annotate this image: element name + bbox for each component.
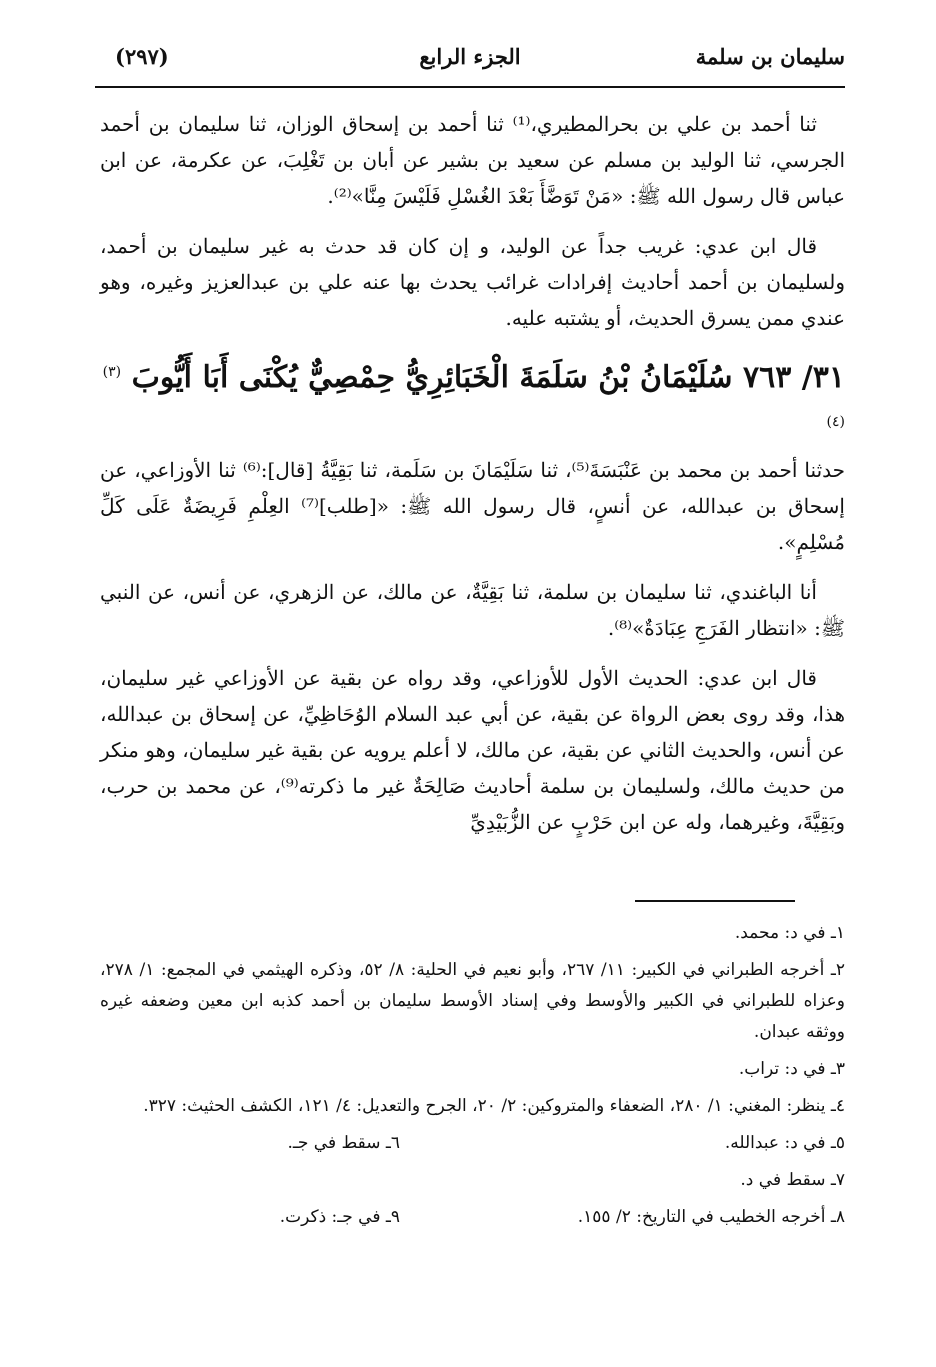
footnotes — [100, 918, 845, 1239]
page-number: (٢٩٧) — [115, 44, 169, 69]
running-head-volume: الجزء الرابع — [419, 44, 521, 69]
paragraph-hadith-2: حدثنا أحمد بن محمد بن عَنْبَسَةَ⁽⁵⁾، ثنا سَلَيْمَانَ بن سَلَمة، ثنا بَقِيَّةُ [قال]:⁽⁶⁾ ثنا الأوزاعي، عن إسحاق بن عبدالله، عن أنسٍ، قال رسول الله ﷺ: «[طلب]⁽⁷⁾ العِلْمِ فَرِيضَةٌ عَلَى كَلِّ مُسْلِمٍ». — [100, 458, 845, 554]
footnote-3: ٣ـ في د: تراب. — [738, 1059, 845, 1079]
main-text — [100, 106, 845, 854]
entry-heading — [100, 350, 845, 450]
footnote-8: ٨ـ أخرجه الخطيب في التاريخ: ٢/ ١٥٥. — [577, 1207, 845, 1227]
entry-heading-notes: (٣)(٤) — [102, 364, 845, 430]
footnote-9: ٩ـ في جـ: ذكرت. — [279, 1207, 400, 1227]
paragraph-ibn-adi-comment-2: قال ابن عدي: الحديث الأول للأوزاعي، وقد رواه عن بقية عن الأوزاعي غير سليمان، هذا، وقد روى بعض الرواة عن بقية، عن أبي عبد السلام الوُحَاظِيِّ، عن إسحاق بن عبدالله، عن أنس، والحديث الثاني عن بقية، عن مالك، لا أعلم يرويه عن بقية غير سليمان، وهو منكر من حديث مالك، ولسليمان بن سلمة أحاديث صَالِحَةٌ غير ما ذكرته⁽⁹⁾، عن محمد بن حرب، وبَقِيَّةَ، وغيرهما، وله عن ابن حَرْبٍ عن الزُّبَيْدِيِّ — [100, 666, 845, 834]
footnote-4: ٤ـ ينظر: المغني: ١/ ٢٨٠، الضعفاء والمتروكين: ٢/ ٢٠، الجرح والتعديل: ٤/ ١٢١، الكشف الحثيث: ٣٢٧. — [143, 1096, 845, 1116]
footnote-5: ٥ـ في د: عبدالله. — [724, 1133, 845, 1153]
entry-heading-text: ٣١/ ٧٦٣ سُلَيْمَانُ بْنُ سَلَمَةَ الْخَبَائِرِيُّ حِمْصِيٌّ يُكْنَى أَبَا أَيُّوبَ — [131, 360, 845, 395]
footnote-2: ٢ـ أخرجه الطبراني في الكبير: ١١/ ٢٦٧، وأبو نعيم في الحلية: ٨/ ٥٢، وذكره الهيثمي في المجمع: ١/ ٢٧٨، وعزاه للطبراني في الكبير والأوسط وفي إسناد الأوسط سليمان بن أحمد كذبه ابن معين وضعفه غيره ووثقه عبدان. — [100, 960, 846, 1042]
running-head-entry: سليمان بن سلمة — [695, 44, 845, 69]
paragraph-hadith-3: أنا الباغندي، ثنا سليمان بن سلمة، ثنا بَقِيَّةٌ، عن مالك، عن الزهري، عن أنس، عن النبي ﷺ: «انتظار الفَرَجِ عِبَادَةٌ»⁽⁸⁾. — [100, 580, 845, 640]
page-header — [95, 40, 845, 88]
footnote-7: ٧ـ سقط في د. — [740, 1170, 845, 1190]
footnote-row-8-9 — [100, 1202, 845, 1233]
footnote-rule — [635, 900, 795, 902]
footnote-1: ١ـ في د: محمد. — [734, 923, 845, 943]
paragraph-ibn-adi-comment-1: قال ابن عدي: غريب جداً عن الوليد، و إن كان قد حدث به غير سليمان بن أحمد، ولسليمان بن أحمد أحاديث إفرادات غرائب يحدث بها عنه علي بن عبدالعزيز وغيره، وهو عندي ممن يسرق الحديث، أو يشتبه عليه. — [100, 234, 845, 330]
header-rule — [95, 86, 845, 88]
footnote-row-5-6 — [100, 1128, 845, 1159]
paragraph-hadith-1: ثنا أحمد بن علي بن بحرالمطيري،⁽¹⁾ ثنا أحمد بن إسحاق الوزان، ثنا سليمان بن أحمد الجرسي، ثنا الوليد بن مسلم عن سعيد بن بشير عن أبان بن تَغْلِبَ، عن عكرمة، عن ابن عباس قال رسول الله ﷺ: «مَنْ تَوَضَّأَ بَعْدَ الغُسْلِ فَلَيْسَ مِنَّا»⁽²⁾. — [100, 112, 845, 208]
footnote-6: ٦ـ سقط في جـ. — [287, 1133, 400, 1153]
